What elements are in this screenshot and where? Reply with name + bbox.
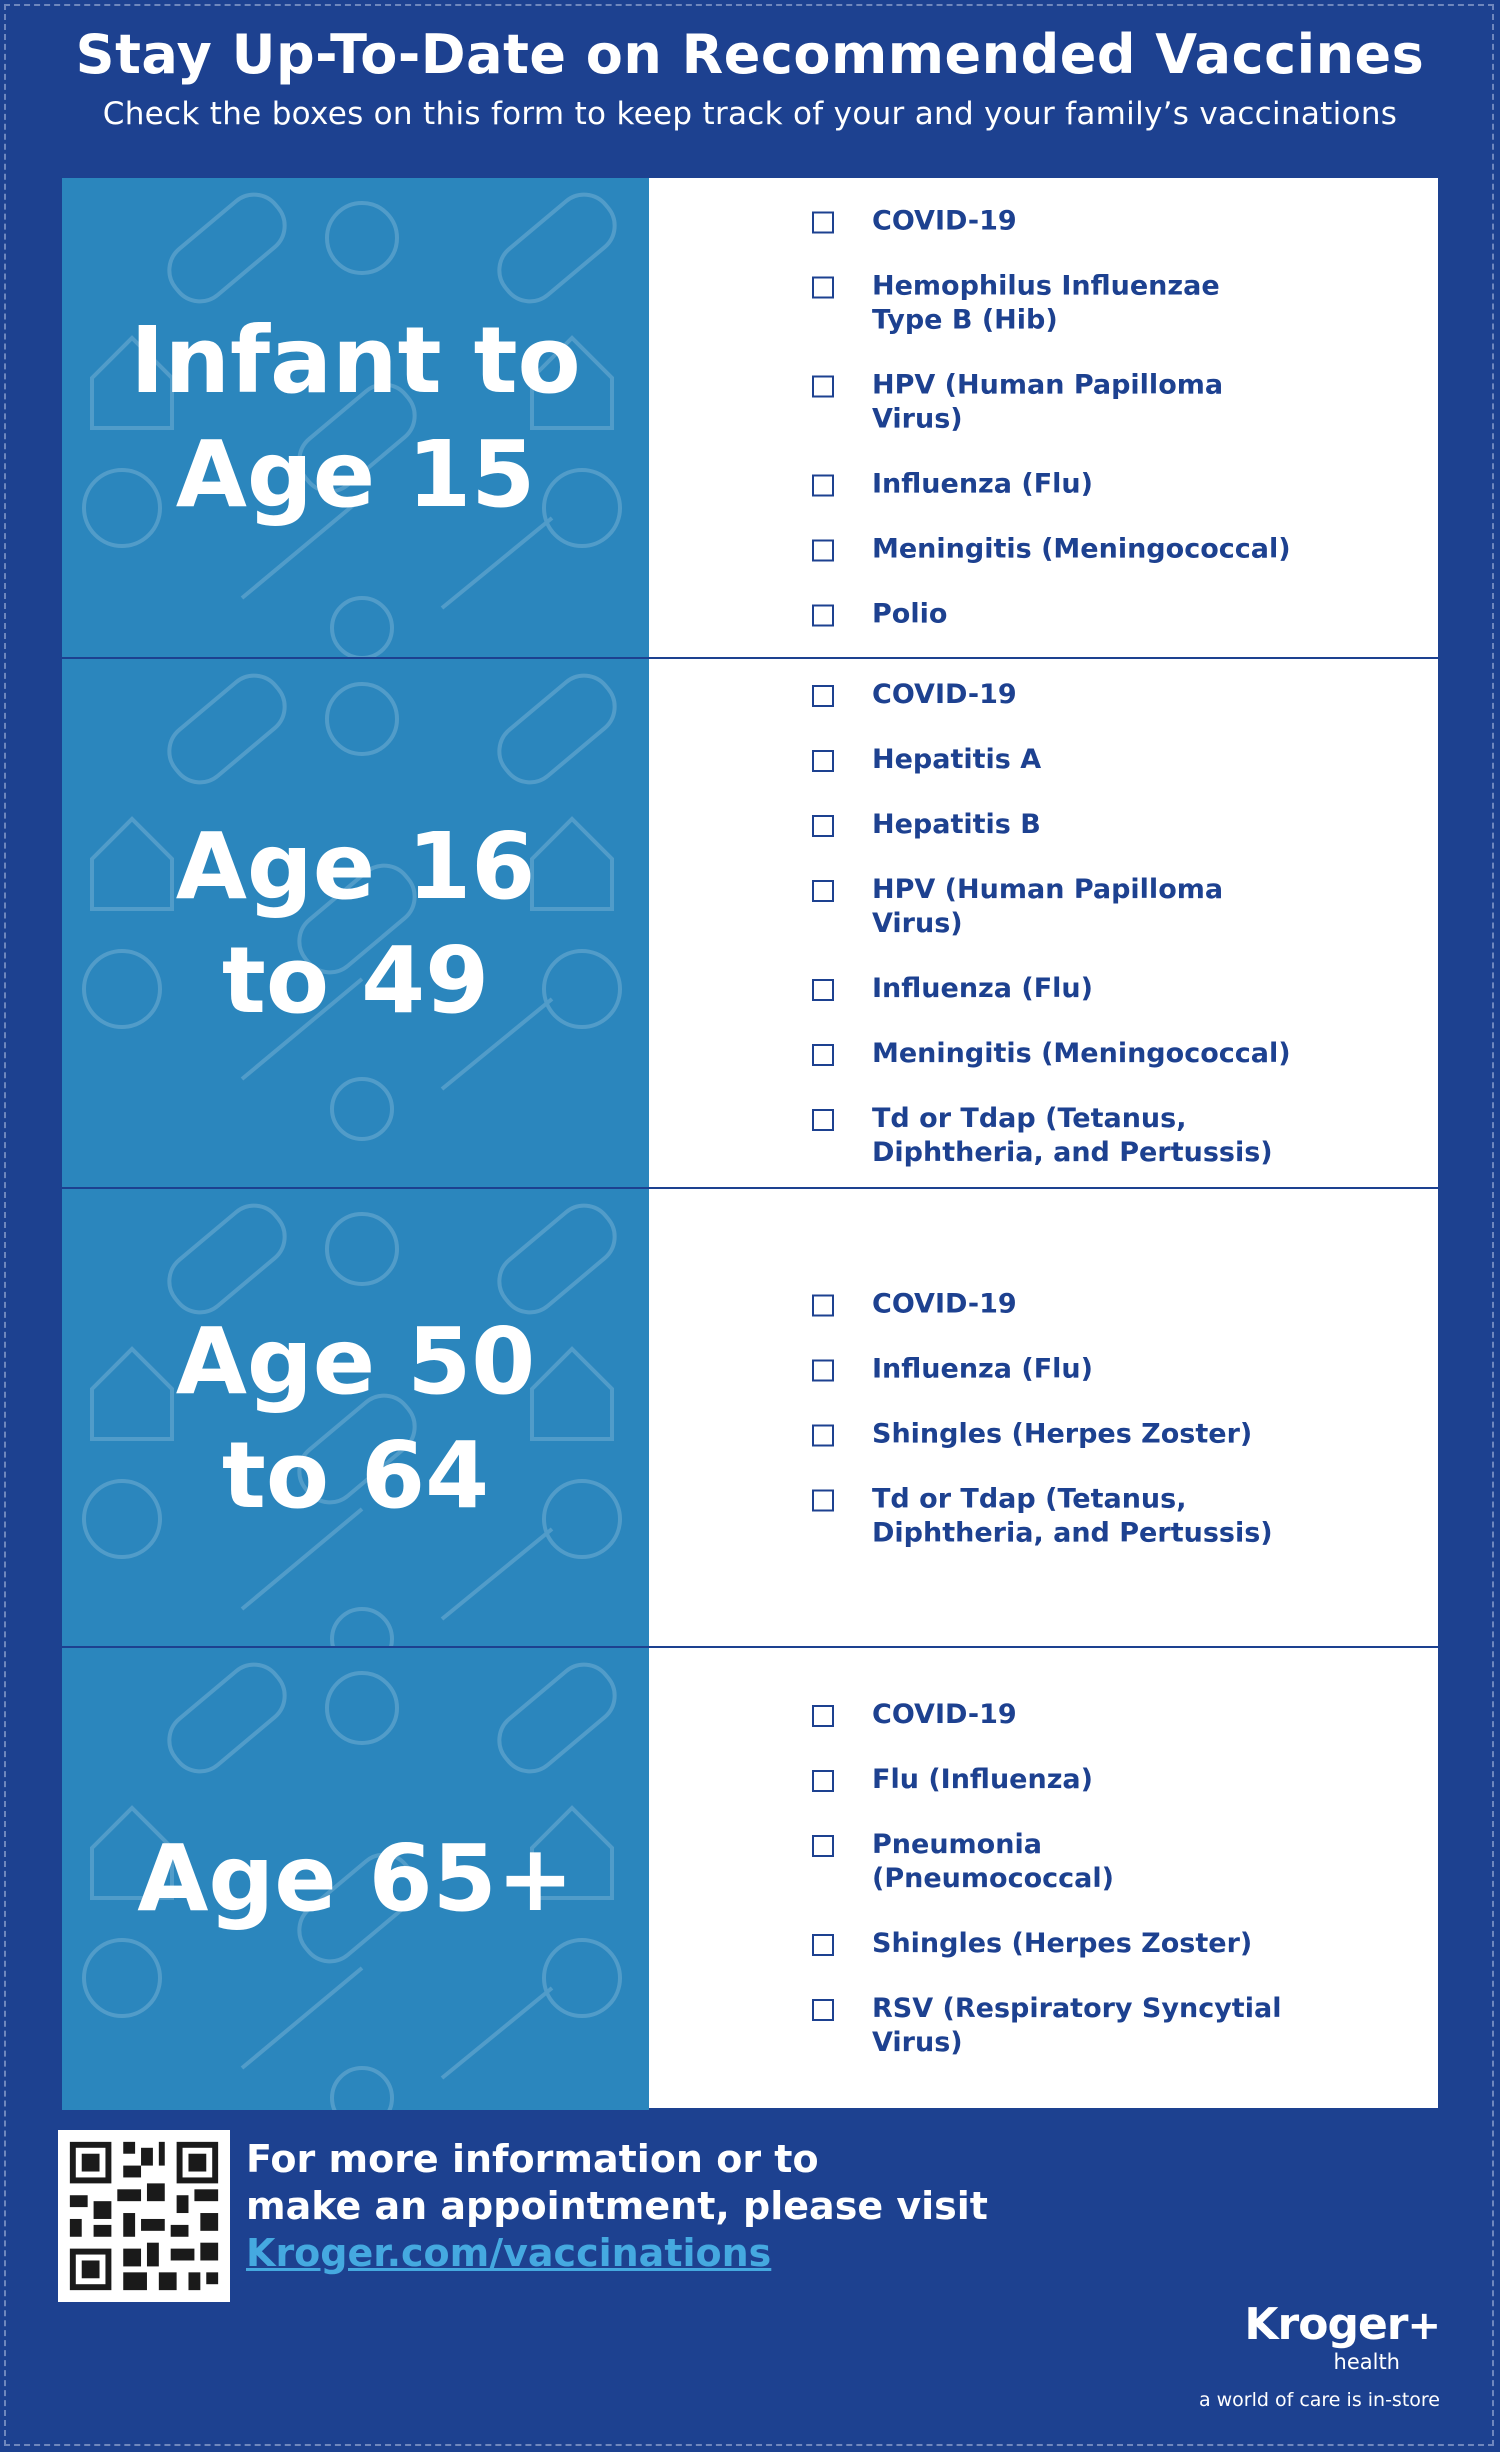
vaccine-item [812,532,1408,566]
vaccine-checklist [812,204,1408,631]
vaccine-item [812,1763,1408,1797]
checkbox-icon[interactable] [812,1424,834,1446]
kroger-health-logo [1180,2300,1440,2413]
vaccine-item [812,1482,1408,1550]
vaccine-item [812,1828,1408,1896]
age-group-row-0 [62,178,1438,657]
logo-text: Kroger [1244,2299,1408,2350]
vaccine-item [812,204,1408,238]
checkbox-icon[interactable] [812,1770,834,1792]
vaccine-label: Influenza (Flu) [872,468,1093,499]
age-cell [62,178,649,657]
vaccine-checklist [812,1698,1408,2060]
checkbox-icon[interactable] [812,276,834,298]
vaccine-label: HPV (Human Papilloma Virus) [872,874,1224,939]
checkbox-icon[interactable] [812,1934,834,1956]
footer-line1: For more information or to [246,2137,819,2181]
vaccine-item [812,1287,1408,1321]
checkbox-icon[interactable] [812,211,834,233]
age-cell [62,659,649,1189]
age-label-line2: to 64 [221,1421,490,1529]
vaccine-label: RSV (Respiratory Syncytial Virus) [872,1993,1282,2058]
vaccine-item [812,1037,1408,1071]
vaccine-label: Polio [872,598,948,629]
vaccine-label: Influenza (Flu) [872,973,1093,1004]
age-group-label [62,810,649,1038]
age-group-row-3 [62,1646,1438,2110]
checkbox-icon[interactable] [812,750,834,772]
age-cell [62,1648,649,2110]
vaccine-item [812,597,1408,631]
checkbox-icon[interactable] [812,979,834,1001]
vaccine-label: Shingles (Herpes Zoster) [872,1418,1253,1449]
age-label-line1: Age 50 [175,1307,536,1415]
vaccine-label: Td or Tdap (Tetanus, Diphtheria, and Pertussis) [872,1483,1273,1548]
checkbox-icon[interactable] [812,1489,834,1511]
vaccine-label: Pneumonia (Pneumococcal) [872,1829,1114,1894]
vaccine-item [812,1927,1408,1961]
vaccine-label: Hemophilus Influenzae Type B (Hib) [872,270,1220,335]
vaccine-checklist [812,678,1408,1170]
vaccine-item [812,467,1408,501]
footer-line2: make an appointment, please visit [246,2184,988,2228]
vaccine-label: Meningitis (Meningococcal) [872,533,1291,564]
age-label-line1: Age 65+ [137,1825,574,1932]
vaccine-label: Hepatitis B [872,809,1041,840]
vaccine-label: HPV (Human Papilloma Virus) [872,369,1224,434]
vaccine-label: Influenza (Flu) [872,1353,1093,1384]
age-label-line2: Age 15 [175,420,536,528]
age-cell [62,1189,649,1648]
age-group-row-1 [62,657,1438,1189]
age-label-line1: Age 16 [175,813,536,920]
age-group-label [62,1305,649,1533]
logo-wordmark [1180,2300,1440,2351]
page-title: Stay Up-To-Date on Recommended Vaccines [75,23,1425,86]
vaccine-label: COVID-19 [872,205,1017,236]
vaccine-item [812,873,1408,941]
vaccine-label: Shingles (Herpes Zoster) [872,1928,1253,1959]
vaccine-item [812,1417,1408,1451]
vaccine-table [62,178,1438,2108]
age-group-label [62,1822,649,1936]
vaccine-item [812,269,1408,337]
vaccine-label: Hepatitis A [872,744,1042,775]
age-group-row-2 [62,1187,1438,1648]
vaccine-label: Flu (Influenza) [872,1764,1093,1795]
page-subtitle: Check the boxes on this form to keep track of your and your family’s vaccinations [102,96,1398,132]
checkbox-icon[interactable] [812,474,834,496]
qr-code[interactable] [58,2130,230,2302]
checkbox-icon[interactable] [812,604,834,626]
header [0,22,1500,134]
plus-icon: + [1407,2303,1440,2349]
checkbox-icon[interactable] [812,1044,834,1066]
vaccine-item [812,678,1408,712]
vaccine-item [812,972,1408,1006]
checkbox-icon[interactable] [812,685,834,707]
vaccinations-link[interactable]: Kroger.com/vaccinations [246,2231,772,2275]
checkbox-icon[interactable] [812,1999,834,2021]
checkbox-icon[interactable] [812,375,834,397]
vaccine-label: COVID-19 [872,1699,1017,1730]
vaccine-checklist [812,1287,1408,1550]
age-label-line1: Infant to [130,306,581,414]
brand-tagline: a world of care is in-store [1198,2389,1440,2411]
vaccine-label: Meningitis (Meningococcal) [872,1038,1291,1069]
logo-sub: health [1333,2350,1400,2374]
checkbox-icon[interactable] [812,1294,834,1316]
vaccine-label: COVID-19 [872,679,1017,710]
vaccine-label: COVID-19 [872,1288,1017,1319]
qr-code-icon [58,2130,230,2302]
vaccine-item [812,1102,1408,1170]
checkbox-icon[interactable] [812,815,834,837]
age-label-line2: to 49 [221,927,490,1034]
checkbox-icon[interactable] [812,1835,834,1857]
footer-info [246,2136,1006,2277]
vaccine-item [812,1352,1408,1386]
vaccine-item [812,743,1408,777]
checkbox-icon[interactable] [812,880,834,902]
vaccine-label: Td or Tdap (Tetanus, Diphtheria, and Pertussis) [872,1103,1273,1168]
checkbox-icon[interactable] [812,1359,834,1381]
vaccine-item [812,1992,1408,2060]
vaccine-item [812,1698,1408,1732]
checkbox-icon[interactable] [812,1705,834,1727]
checkbox-icon[interactable] [812,1109,834,1131]
checkbox-icon[interactable] [812,539,834,561]
vaccine-item [812,368,1408,436]
age-group-label [62,304,649,532]
vaccine-item [812,808,1408,842]
